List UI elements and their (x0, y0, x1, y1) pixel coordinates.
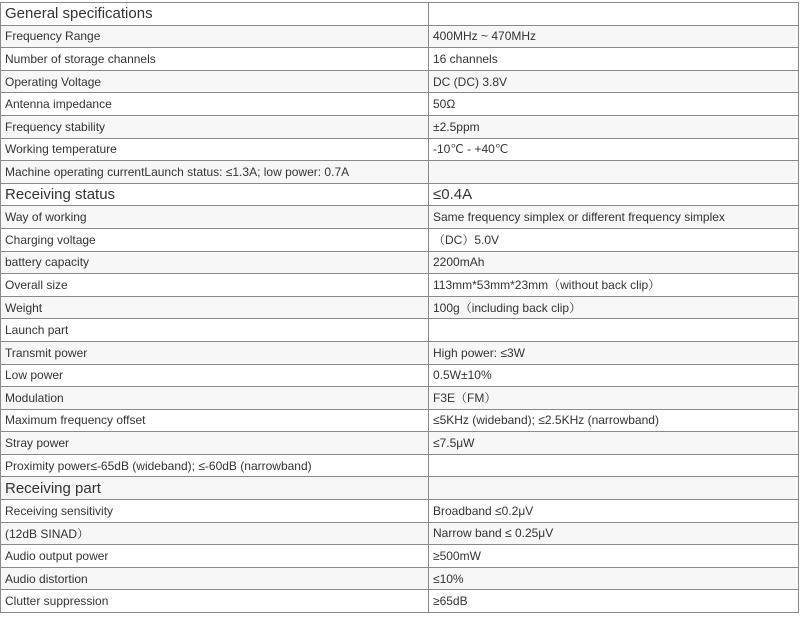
section-title: Receiving status (1, 183, 429, 206)
spec-row (1, 364, 799, 387)
spec-row (1, 48, 799, 71)
spec-row (1, 25, 799, 48)
section-header-row (1, 183, 799, 206)
spec-label: battery capacity (1, 251, 429, 274)
spec-value (429, 477, 799, 500)
spec-label: (12dB SINAD） (1, 522, 429, 545)
spec-value: ≤7.5μW (429, 432, 799, 455)
spec-label: Clutter suppression (1, 590, 429, 613)
spec-label: Machine operating currentLaunch status: ≤1.3A; low power: 0.7A (1, 161, 429, 184)
spec-row (1, 228, 799, 251)
spec-value (429, 319, 799, 342)
spec-value: ≤10% (429, 567, 799, 590)
spec-row (1, 387, 799, 410)
spec-row (1, 319, 799, 342)
spec-row (1, 138, 799, 161)
spec-value: F3E（FM） (429, 387, 799, 410)
section-title: Receiving part (1, 477, 429, 500)
spec-label: Transmit power (1, 341, 429, 364)
spec-value: DC (DC) 3.8V (429, 70, 799, 93)
spec-label: Charging voltage (1, 228, 429, 251)
spec-value: ≥65dB (429, 590, 799, 613)
spec-label: Maximum frequency offset (1, 409, 429, 432)
spec-value: ≤5KHz (wideband); ≤2.5KHz (narrowband) (429, 409, 799, 432)
spec-label: Working temperature (1, 138, 429, 161)
spec-label: Audio distortion (1, 567, 429, 590)
spec-value: ±2.5ppm (429, 115, 799, 138)
spec-value (429, 454, 799, 477)
spec-row (1, 454, 799, 477)
spec-value: 113mm*53mm*23mm（without back clip） (429, 274, 799, 297)
spec-value (429, 161, 799, 184)
spec-label: Launch part (1, 319, 429, 342)
spec-value: Broadband ≤0.2μV (429, 500, 799, 523)
spec-row (1, 409, 799, 432)
spec-row (1, 567, 799, 590)
spec-label: Operating Voltage (1, 70, 429, 93)
spec-label: Frequency Range (1, 25, 429, 48)
spec-value: 400MHz ~ 470MHz (429, 25, 799, 48)
spec-row (1, 70, 799, 93)
spec-row (1, 590, 799, 613)
spec-label: Receiving sensitivity (1, 500, 429, 523)
spec-label: Audio output power (1, 545, 429, 568)
spec-row (1, 161, 799, 184)
specifications-table-body (1, 3, 799, 613)
spec-label: Proximity power≤-65dB (wideband); ≤-60dB (narrowband) (1, 454, 429, 477)
section-header-row (1, 477, 799, 500)
spec-value: ≤0.4A (429, 183, 799, 206)
spec-value: 0.5W±10% (429, 364, 799, 387)
spec-row (1, 341, 799, 364)
spec-value (429, 3, 799, 26)
spec-row (1, 274, 799, 297)
spec-label: Number of storage channels (1, 48, 429, 71)
spec-value: Same frequency simplex or different frequency simplex (429, 206, 799, 229)
specifications-table (0, 2, 799, 613)
spec-label: Way of working (1, 206, 429, 229)
spec-label: Low power (1, 364, 429, 387)
spec-value: （DC）5.0V (429, 228, 799, 251)
spec-value: -10℃ - +40℃ (429, 138, 799, 161)
spec-label: Frequency stability (1, 115, 429, 138)
spec-row (1, 93, 799, 116)
spec-row (1, 296, 799, 319)
spec-row (1, 432, 799, 455)
spec-value: 50Ω (429, 93, 799, 116)
section-title: General specifications (1, 3, 429, 26)
spec-row (1, 206, 799, 229)
spec-label: Weight (1, 296, 429, 319)
spec-value: 16 channels (429, 48, 799, 71)
spec-label: Antenna impedance (1, 93, 429, 116)
spec-label: Overall size (1, 274, 429, 297)
spec-label: Modulation (1, 387, 429, 410)
spec-row (1, 251, 799, 274)
section-header-row (1, 3, 799, 26)
spec-row (1, 500, 799, 523)
spec-value: Narrow band ≤ 0.25μV (429, 522, 799, 545)
spec-label: Stray power (1, 432, 429, 455)
spec-value: 100g（including back clip） (429, 296, 799, 319)
spec-value: ≥500mW (429, 545, 799, 568)
spec-row (1, 522, 799, 545)
spec-row (1, 115, 799, 138)
spec-value: High power: ≤3W (429, 341, 799, 364)
spec-value: 2200mAh (429, 251, 799, 274)
spec-row (1, 545, 799, 568)
